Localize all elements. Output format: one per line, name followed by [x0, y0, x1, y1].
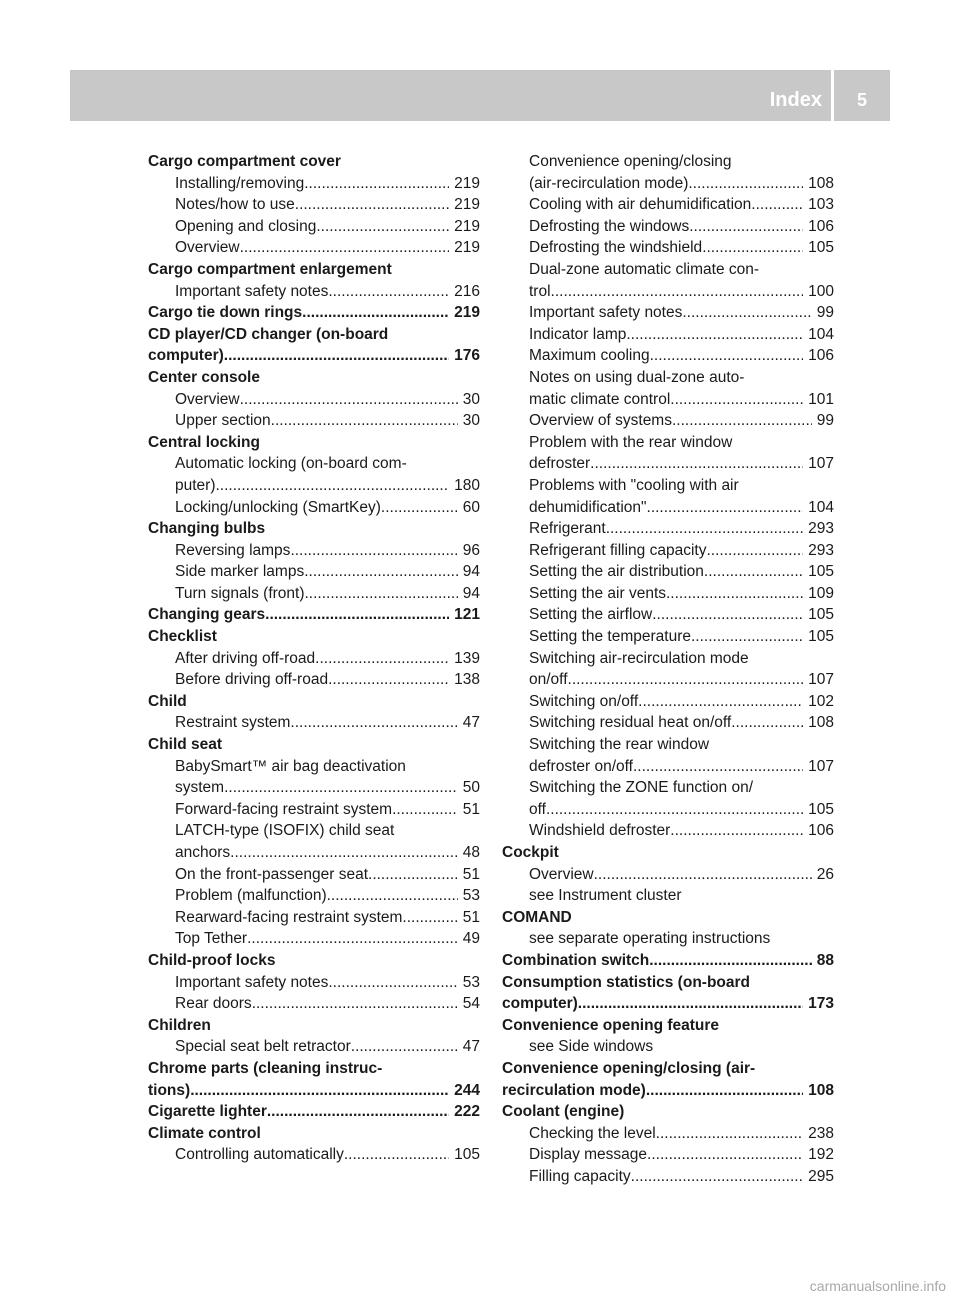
- index-entry: COMAND: [502, 908, 572, 926]
- index-entry: Child seat: [148, 736, 223, 754]
- dot-leader: [652, 604, 803, 626]
- index-entry: Climate control: [148, 1124, 261, 1142]
- index-subentry: [148, 842, 480, 864]
- entry-text: Setting the air distribution: [529, 563, 704, 581]
- entry-text: Indicator lamp: [529, 325, 627, 343]
- index-subentry: [502, 302, 834, 324]
- page-reference: 99: [816, 304, 834, 322]
- page-reference: 108: [808, 174, 834, 192]
- entry-text: defroster: [529, 455, 591, 473]
- entry-text: Refrigerant filling capacity: [529, 541, 707, 559]
- page-reference: 106: [808, 217, 834, 235]
- page-reference: 88: [816, 951, 834, 969]
- dot-leader: [647, 1144, 803, 1166]
- page-reference: 244: [454, 1081, 480, 1099]
- index-subentry: [148, 389, 480, 411]
- page-reference: 219: [454, 174, 480, 192]
- dot-leader: [224, 345, 449, 367]
- page-reference: 219: [454, 196, 480, 214]
- entry-text: Forward-facing restraint system: [175, 800, 393, 818]
- index-entry: Cargo compartment cover: [148, 153, 341, 170]
- dot-leader: [682, 302, 811, 324]
- index-entry: [148, 1080, 480, 1102]
- page-reference: 47: [462, 1038, 480, 1056]
- page-reference: 53: [462, 973, 480, 991]
- index-subentry: [502, 1166, 834, 1188]
- page-reference: 54: [462, 995, 480, 1013]
- dot-leader: [402, 907, 457, 929]
- index-subentry: [148, 972, 480, 994]
- dot-leader: [328, 281, 449, 303]
- dot-leader: [606, 518, 803, 540]
- index-subentry: [502, 345, 834, 367]
- dot-leader: [216, 475, 450, 497]
- entry-text: Overview of systems: [529, 412, 672, 430]
- entry-text: Cargo tie down rings: [148, 304, 303, 322]
- index-entry: Center console: [148, 368, 260, 386]
- dot-leader: [304, 561, 458, 583]
- entry-text: Combination switch: [502, 951, 650, 969]
- entry-text: Notes/how to use: [175, 196, 295, 214]
- entry-text: Display message: [529, 1146, 648, 1164]
- entry-text: Side marker lamps: [175, 563, 305, 581]
- dot-leader: [392, 799, 458, 821]
- index-entry: Consumption statistics (on-board: [502, 973, 750, 991]
- page-reference: 104: [808, 325, 834, 343]
- index-subentry: [502, 561, 834, 583]
- index-subentry: [148, 475, 480, 497]
- page-reference: 295: [808, 1167, 834, 1185]
- page-reference: 106: [808, 822, 834, 840]
- dot-leader: [240, 237, 450, 259]
- page-reference: 105: [808, 628, 834, 646]
- dot-leader: [327, 885, 458, 907]
- entry-text: Restraint system: [175, 714, 291, 732]
- page-reference: 96: [462, 541, 480, 559]
- page-reference: 293: [808, 520, 834, 538]
- index-entry: Coolant (engine): [502, 1103, 625, 1121]
- entry-text: computer): [502, 995, 578, 1013]
- entry-text: Defrosting the windows: [529, 217, 690, 235]
- dot-leader: [638, 691, 803, 713]
- index-subentry: LATCH-type (ISOFIX) child seat: [175, 822, 395, 840]
- index-entry: [148, 604, 480, 626]
- index-subentry: [148, 648, 480, 670]
- index-subentry: [502, 324, 834, 346]
- entry-text: Before driving off-road: [175, 671, 329, 689]
- page-reference: 30: [462, 412, 480, 430]
- index-entry: Checklist: [148, 628, 217, 646]
- dot-leader: [381, 497, 458, 519]
- entry-text: Windshield defroster: [529, 822, 671, 840]
- index-subentry: see Instrument cluster: [529, 887, 682, 905]
- index-subentry: [148, 410, 480, 432]
- dot-leader: [731, 712, 803, 734]
- dot-leader: [190, 1080, 449, 1102]
- dot-leader: [351, 1036, 458, 1058]
- index-subentry: BabySmart™ air bag deactivation: [175, 757, 406, 775]
- index-entry: Cargo compartment enlargement: [148, 260, 392, 278]
- dot-leader: [295, 194, 449, 216]
- index-subentry: see Side windows: [529, 1038, 654, 1056]
- page-reference: 47: [462, 714, 480, 732]
- page-reference: 192: [808, 1146, 834, 1164]
- index-subentry: [502, 194, 834, 216]
- index-subentry: [148, 864, 480, 886]
- entry-text: Overview: [175, 390, 240, 408]
- entry-text: computer): [148, 347, 224, 365]
- index-subentry: [502, 453, 834, 475]
- index-subentry: [502, 497, 834, 519]
- page-reference: 105: [808, 606, 834, 624]
- entry-text: Rearward-facing restraint system: [175, 908, 403, 926]
- dot-leader: [666, 583, 803, 605]
- page-reference: 107: [808, 757, 834, 775]
- index-subentry: [502, 799, 834, 821]
- index-entry: Child-proof locks: [148, 951, 276, 969]
- page-reference: 107: [808, 671, 834, 689]
- entry-text: system: [175, 779, 225, 797]
- index-subentry: [148, 173, 480, 195]
- dot-leader: [656, 1123, 803, 1145]
- index-entry: Convenience opening/closing (air-: [502, 1059, 756, 1077]
- page-reference: 107: [808, 455, 834, 473]
- entry-text: Opening and closing: [175, 217, 317, 235]
- dot-leader: [578, 993, 803, 1015]
- page-reference: 109: [808, 584, 834, 602]
- page-reference: 176: [454, 347, 480, 365]
- index-entry: Child: [148, 692, 187, 710]
- page-reference: 30: [462, 390, 480, 408]
- index-subentry: [502, 540, 834, 562]
- page-reference: 104: [808, 498, 834, 516]
- dot-leader: [689, 216, 803, 238]
- index-subentry: Dual-zone automatic climate con-: [529, 260, 760, 278]
- index-subentry: [502, 756, 834, 778]
- dot-leader: [240, 389, 458, 411]
- dot-leader: [267, 1101, 449, 1123]
- page-reference: 99: [816, 412, 834, 430]
- page-reference: 219: [454, 217, 480, 235]
- index-subentry: [148, 237, 480, 259]
- dot-leader: [247, 928, 458, 950]
- page-reference: 238: [808, 1124, 834, 1142]
- page-reference: 105: [808, 800, 834, 818]
- page-reference: 222: [454, 1103, 480, 1121]
- entry-text: Maximum cooling: [529, 347, 650, 365]
- entry-text: Setting the temperature: [529, 628, 691, 646]
- entry-text: Refrigerant: [529, 520, 606, 538]
- page-reference: 50: [462, 779, 480, 797]
- index-subentry: [502, 173, 834, 195]
- entry-text: After driving off-road: [175, 649, 316, 667]
- page-reference: 51: [462, 800, 480, 818]
- page-reference: 101: [808, 390, 834, 408]
- index-entry: [502, 1080, 834, 1102]
- index-subentry: Problems with "cooling with air: [529, 476, 739, 494]
- dot-leader: [252, 993, 458, 1015]
- entry-text: tions): [148, 1081, 191, 1099]
- entry-text: On the front-passenger seat: [175, 865, 369, 883]
- index-subentry: Convenience opening/closing: [529, 153, 732, 170]
- page-reference: 94: [462, 584, 480, 602]
- index-entry: Central locking: [148, 433, 260, 451]
- dot-leader: [551, 281, 804, 303]
- index-subentry: [148, 669, 480, 691]
- dot-leader: [646, 1080, 803, 1102]
- index-subentry: [502, 583, 834, 605]
- page-reference: 102: [808, 692, 834, 710]
- index-subentry: [502, 712, 834, 734]
- index-subentry: Switching the ZONE function on/: [529, 779, 754, 797]
- index-subentry: Problem with the rear window: [529, 433, 733, 451]
- dot-leader: [316, 216, 449, 238]
- page-reference: 138: [454, 671, 480, 689]
- index-column-right: [502, 151, 834, 1188]
- entry-text: Important safety notes: [529, 304, 683, 322]
- dot-leader: [568, 669, 804, 691]
- index-subentry: [148, 1144, 480, 1166]
- index-entry: [148, 1101, 480, 1123]
- dot-leader: [672, 410, 812, 432]
- index-subentry: Switching the rear window: [529, 736, 710, 754]
- page-reference: 180: [454, 476, 480, 494]
- index-entry: [502, 993, 834, 1015]
- entry-text: puter): [175, 476, 216, 494]
- index-entry: Chrome parts (cleaning instruc-: [148, 1059, 383, 1077]
- entry-text: Overview: [529, 865, 594, 883]
- index-entry: [148, 345, 480, 367]
- entry-text: Controlling automatically: [175, 1146, 344, 1164]
- dot-leader: [631, 1166, 803, 1188]
- page-reference: 53: [462, 887, 480, 905]
- entry-text: anchors: [175, 844, 231, 861]
- dot-leader: [649, 950, 812, 972]
- index-subentry: [148, 799, 480, 821]
- dot-leader: [302, 302, 449, 324]
- page-reference: 108: [808, 714, 834, 732]
- entry-text: Problem (malfunction): [175, 887, 327, 905]
- entry-text: Checking the level: [529, 1124, 656, 1142]
- index-entry: Changing bulbs: [148, 520, 266, 538]
- index-subentry: [502, 410, 834, 432]
- dot-leader: [328, 972, 457, 994]
- index-entry: Cockpit: [502, 844, 559, 861]
- page-reference: 293: [808, 541, 834, 559]
- dot-leader: [265, 604, 449, 626]
- index-subentry: [502, 237, 834, 259]
- dot-leader: [224, 777, 458, 799]
- dot-leader: [706, 540, 803, 562]
- page-reference: 48: [462, 844, 480, 861]
- index-subentry: Automatic locking (on-board com-: [175, 455, 407, 473]
- index-subentry: [148, 885, 480, 907]
- entry-text: dehumidification": [529, 498, 647, 516]
- page-reference: 219: [454, 239, 480, 257]
- dot-leader: [650, 345, 804, 367]
- index-subentry: [148, 712, 480, 734]
- index-subentry: Notes on using dual-zone auto-: [529, 368, 745, 386]
- index-subentry: [502, 864, 834, 886]
- dot-leader: [344, 1144, 449, 1166]
- index-subentry: [148, 561, 480, 583]
- entry-text: Top Tether: [175, 930, 248, 948]
- index-subentry: [148, 194, 480, 216]
- entry-text: Upper section: [175, 412, 271, 430]
- entry-text: Changing gears: [148, 606, 266, 624]
- page-reference: 139: [454, 649, 480, 667]
- entry-text: Turn signals (front): [175, 584, 305, 602]
- index-entry: [502, 950, 834, 972]
- index-column-left: [148, 151, 480, 1166]
- page-reference: 105: [808, 563, 834, 581]
- section-title: Index: [769, 89, 822, 111]
- index-subentry: [502, 691, 834, 713]
- page-reference: 49: [462, 930, 480, 948]
- page-header: [70, 70, 890, 121]
- dot-leader: [633, 756, 803, 778]
- entry-text: Overview: [175, 239, 240, 257]
- page-reference: 51: [462, 908, 480, 926]
- entry-text: Setting the air vents: [529, 584, 666, 602]
- entry-text: Reversing lamps: [175, 541, 291, 559]
- index-subentry: [502, 389, 834, 411]
- index-subentry: [148, 497, 480, 519]
- index-subentry: [148, 777, 480, 799]
- entry-text: Cooling with air dehumidification: [529, 196, 752, 214]
- entry-text: off: [529, 800, 546, 818]
- page-reference: 105: [454, 1146, 480, 1164]
- entry-text: Defrosting the windshield: [529, 239, 703, 257]
- dot-leader: [290, 712, 457, 734]
- index-subentry: [148, 928, 480, 950]
- index-subentry: [148, 993, 480, 1015]
- index-subentry: [502, 820, 834, 842]
- index-entry: Children: [148, 1016, 211, 1034]
- entry-text: Important safety notes: [175, 282, 329, 300]
- page-reference: 219: [454, 304, 480, 322]
- index-subentry: [502, 281, 834, 303]
- dot-leader: [626, 324, 803, 346]
- page-reference: 94: [462, 563, 480, 581]
- entry-text: defroster on/off: [529, 757, 633, 775]
- entry-text: on/off: [529, 671, 568, 689]
- index-subentry: [148, 1036, 480, 1058]
- entry-text: Rear doors: [175, 995, 252, 1013]
- page-reference: 51: [462, 865, 480, 883]
- index-subentry: see separate operating instructions: [529, 930, 771, 948]
- page-reference: 100: [808, 282, 834, 300]
- index-entry: Convenience opening feature: [502, 1016, 720, 1034]
- dot-leader: [590, 453, 803, 475]
- index-subentry: [148, 540, 480, 562]
- entry-text: Switching on/off: [529, 692, 639, 710]
- page-number: 5: [856, 90, 867, 110]
- index-subentry: [502, 669, 834, 691]
- dot-leader: [688, 173, 803, 195]
- dot-leader: [691, 626, 803, 648]
- entry-text: recirculation mode): [502, 1081, 646, 1099]
- index-subentry: [502, 1123, 834, 1145]
- entry-text: Locking/unlocking (SmartKey): [175, 498, 381, 516]
- index-subentry: [148, 216, 480, 238]
- index-subentry: [502, 518, 834, 540]
- entry-text: trol: [529, 282, 551, 300]
- page-reference: 60: [462, 498, 480, 516]
- dot-leader: [670, 389, 803, 411]
- dot-leader: [647, 497, 804, 519]
- index-subentry: [502, 626, 834, 648]
- index-subentry: [502, 216, 834, 238]
- index-entry: [148, 302, 480, 324]
- index-subentry: [502, 604, 834, 626]
- entry-text: Cigarette lighter: [148, 1103, 267, 1121]
- page-reference: 26: [816, 865, 834, 883]
- dot-leader: [702, 237, 803, 259]
- dot-leader: [670, 820, 803, 842]
- page-reference: 103: [808, 196, 834, 214]
- page-reference: 106: [808, 347, 834, 365]
- page-reference: 121: [454, 606, 480, 624]
- dot-leader: [368, 864, 458, 886]
- dot-leader: [230, 842, 458, 864]
- dot-leader: [315, 648, 449, 670]
- index-subentry: [148, 583, 480, 605]
- entry-text: Switching residual heat on/off: [529, 714, 732, 732]
- page-reference: 173: [808, 995, 834, 1013]
- dot-leader: [704, 561, 803, 583]
- dot-leader: [594, 864, 812, 886]
- entry-text: matic climate control: [529, 390, 671, 408]
- dot-leader: [271, 410, 458, 432]
- index-subentry: [148, 907, 480, 929]
- dot-leader: [751, 194, 803, 216]
- index-subentry: [502, 1144, 834, 1166]
- entry-text: Setting the airflow: [529, 606, 653, 624]
- page-reference: 105: [808, 239, 834, 257]
- entry-text: Special seat belt retractor: [175, 1038, 351, 1056]
- entry-text: Installing/removing: [175, 174, 305, 192]
- dot-leader: [304, 173, 449, 195]
- page-reference: 216: [454, 282, 480, 300]
- index-subentry: Switching air-recirculation mode: [529, 649, 749, 667]
- index-entry: CD player/CD changer (on-board: [148, 325, 389, 343]
- dot-leader: [290, 540, 457, 562]
- dot-leader: [305, 583, 458, 605]
- index-subentry: [148, 281, 480, 303]
- entry-text: Filling capacity: [529, 1167, 631, 1185]
- entry-text: Important safety notes: [175, 973, 329, 991]
- dot-leader: [546, 799, 803, 821]
- page-reference: 108: [808, 1081, 834, 1099]
- dot-leader: [328, 669, 449, 691]
- watermark: carmanualsonline.info: [809, 1278, 946, 1294]
- entry-text: (air-recirculation mode): [529, 174, 689, 192]
